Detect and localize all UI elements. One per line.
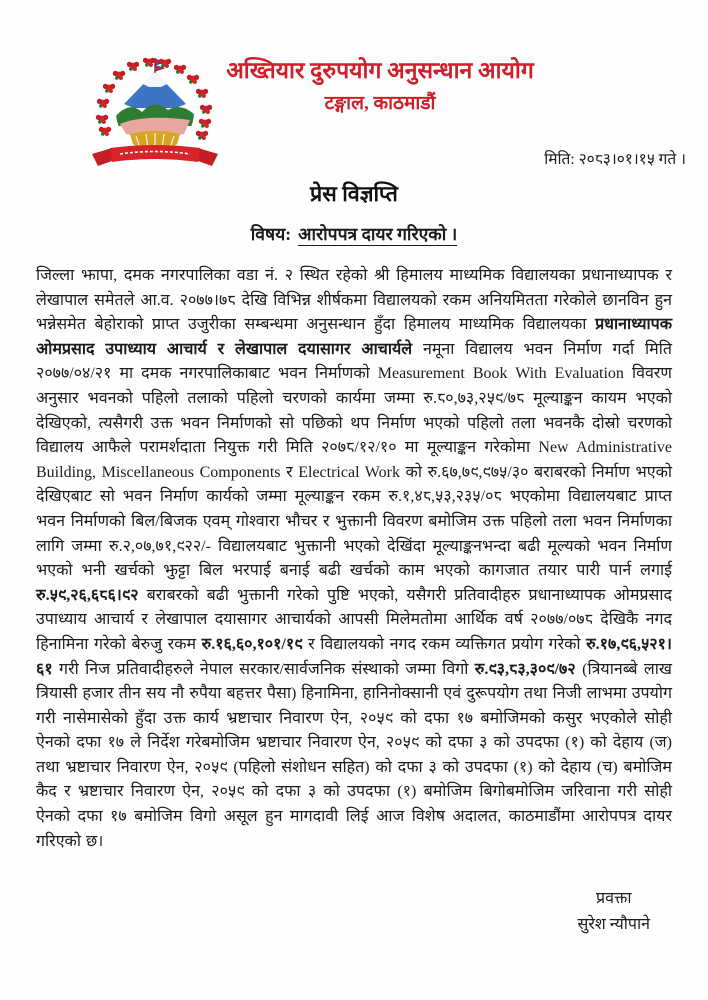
body-segment: (त्रियानब्बे लाख त्रियासी हजार तीन सय नौ रुपैया बहत्तर पैसा) हिनामिना, हानिनोक्सानी एवं दुरूपयोग तथा निजी लाभमा उपयोग गरी नासेमासेको हुँदा उक्त कार्य भ्रष्टाचार निवारण ऐन, २०५९ को दफा १७ बमोजिमको कसुर भएकोले सोही ऐनको दफा १७ ले निर्देश गरेबमोजिम भ्रष्टाचार निवारण ऐन, २०५९ को दफा ३ को उपदफा (१) को देहाय (ज) तथा भ्रष्टाचार निवारण ऐन, २०५९ (पहिलो संशोधन सहित) को दफा ३ को उपदफा (१) को देहाय (च) बमोजिम कैद र भ्रष्टाचार निवारण ऐन, २०५९ को दफा ३ को उपदफा (१) बमोजिम बिगोबमोजिम जरिवाना गरी सोही ऐनको दफा १७ बमोजिम विगो असूल हुन मागदावी लिई आज विशेष अदालत, काठमाडौंमा आरोपपत्र दायर गरिएको छ। bbox=[36, 660, 672, 850]
signature-block bbox=[578, 886, 651, 938]
nepal-coat-of-arms-icon bbox=[84, 56, 226, 170]
motto-ribbon bbox=[92, 145, 218, 166]
body-bold-segment: रु.१७,९६,५२१।६१ bbox=[36, 635, 672, 678]
signatory-role: प्रवक्ता bbox=[595, 890, 632, 908]
org-name: अख्तियार दुरुपयोग अनुसन्धान आयोग bbox=[226, 58, 534, 83]
date-label: मिति: bbox=[544, 151, 575, 168]
document-title: प्रेस विज्ञप्ति bbox=[310, 182, 398, 206]
body-bold-segment: रु.९३,८३,३०९/७२ bbox=[474, 660, 576, 678]
body-bold-segment: रु.१६,६०,१०१/१९ bbox=[201, 635, 303, 653]
date-value: २०८३।०१।१५ गते । bbox=[578, 151, 686, 168]
body-segment: र विद्यालयको नगद रकम व्यक्तिगत प्रयोग गरेको bbox=[302, 635, 587, 653]
body-bold-segment: रु.५९,२६,६८६।९२ bbox=[36, 586, 139, 604]
subject-line bbox=[36, 222, 672, 247]
body-segment: गरी निज प्रतिवादीहरुले नेपाल सरकार/सार्वजनिक संस्थाको जम्मा विगो bbox=[52, 660, 475, 678]
body-segment: जिल्ला झापा, दमक नगरपालिका वडा नं. २ स्थित रहेको श्री हिमालय माध्यमिक विद्यालयका प्रधानाध्यापक र लेखापाल समेतले आ.व. २०७७।७८ देखि विभिन्न शीर्षकमा विद्यालयको रकम अनियमितता गरेकोले छानविन हुन भन्नेसमेत बेहोराको प्राप्त उजुरीका सम्बन्धमा अनुसन्धान हुँदा हिमालय माध्यमिक विद्यालयका bbox=[36, 267, 672, 334]
signatory-name: सुरेश न्यौपाने bbox=[577, 916, 650, 934]
body-bold-segment: प्रधानाध्यापक ओमप्रसाद उपाध्याय आचार्य र लेखापाल दयासागर आचार्यले bbox=[36, 316, 673, 358]
subject-label: विषय: bbox=[250, 224, 292, 244]
signature-area bbox=[36, 886, 672, 938]
emblem-mountain-scene bbox=[114, 71, 196, 153]
body-segment: बराबरको बढी भुक्तानी गरेको पुष्टि भएको, यसैगरी प्रतिवादीहरु प्रधानाध्यापक ओमप्रसाद उपाध्याय आचार्य र लेखापाल दयासागर आचार्यको आपसी मिलेमतोमा आर्थिक वर्ष २०७७/०७८ देखिकै नगद हिनामिना गरेको बेरुजु रकम bbox=[36, 586, 672, 653]
body-segment: नमूना विद्यालय भवन निर्माण गर्दा मिति २०७७/०४/२१ मा दमक नगरपालिकाबाट भवन निर्माणको Measurement Book With Evaluation विवरण अनुसार भवनको पहिलो तलाको पहिलो चरणको कार्यमा जम्मा रु.८०,७३,२५९/७८ मूल्याङ्कन कायम भएको देखिएको, त्यसैगरी उक्त भवन निर्माणको सो पछिको थप निर्माण भएको पहिलो तला भवनकै दोस्रो चरणको विद्यालय आफैले परामर्शदाता नियुक्त गरी मिति २०७८/१२/१० मा मूल्याङ्कन गरेकोमा New Administrative Building, Miscellaneous Components र Electrical Work को रु.६७,७९,९७५/३० बराबरको निर्माण भएको देखिएबाट सो भवन निर्माण कार्यको जम्मा मूल्याङ्कन रकम रु.१,४८,५३,२३५/०८ भएकोमा विद्यालयबाट प्राप्त भवन निर्माणको बिल/बिजक एवम् गोश्वारा भौचर र भुक्तानी विवरण बमोजिम उक्त पहिलो तला भवन निर्माणका लागि जम्मा रु.२,०७,७१,९२२/- विद्यालयबाट भुक्तानी भएको देखिंदा मूल्याङ्कनभन्दा बढी मूल्यको भवन निर्माण भएको भनी खर्चको झुट्टा बिल भरपाई बनाई बढी खर्चको काम भएको कागजात तयार पारी पार्न लगाई bbox=[36, 340, 672, 580]
letterhead bbox=[36, 56, 672, 142]
org-address: टङ्गाल, काठमाडौं bbox=[324, 93, 436, 114]
press-release-body bbox=[36, 264, 672, 854]
subject-text: आरोपपत्र दायर गरिएको । bbox=[298, 224, 458, 244]
